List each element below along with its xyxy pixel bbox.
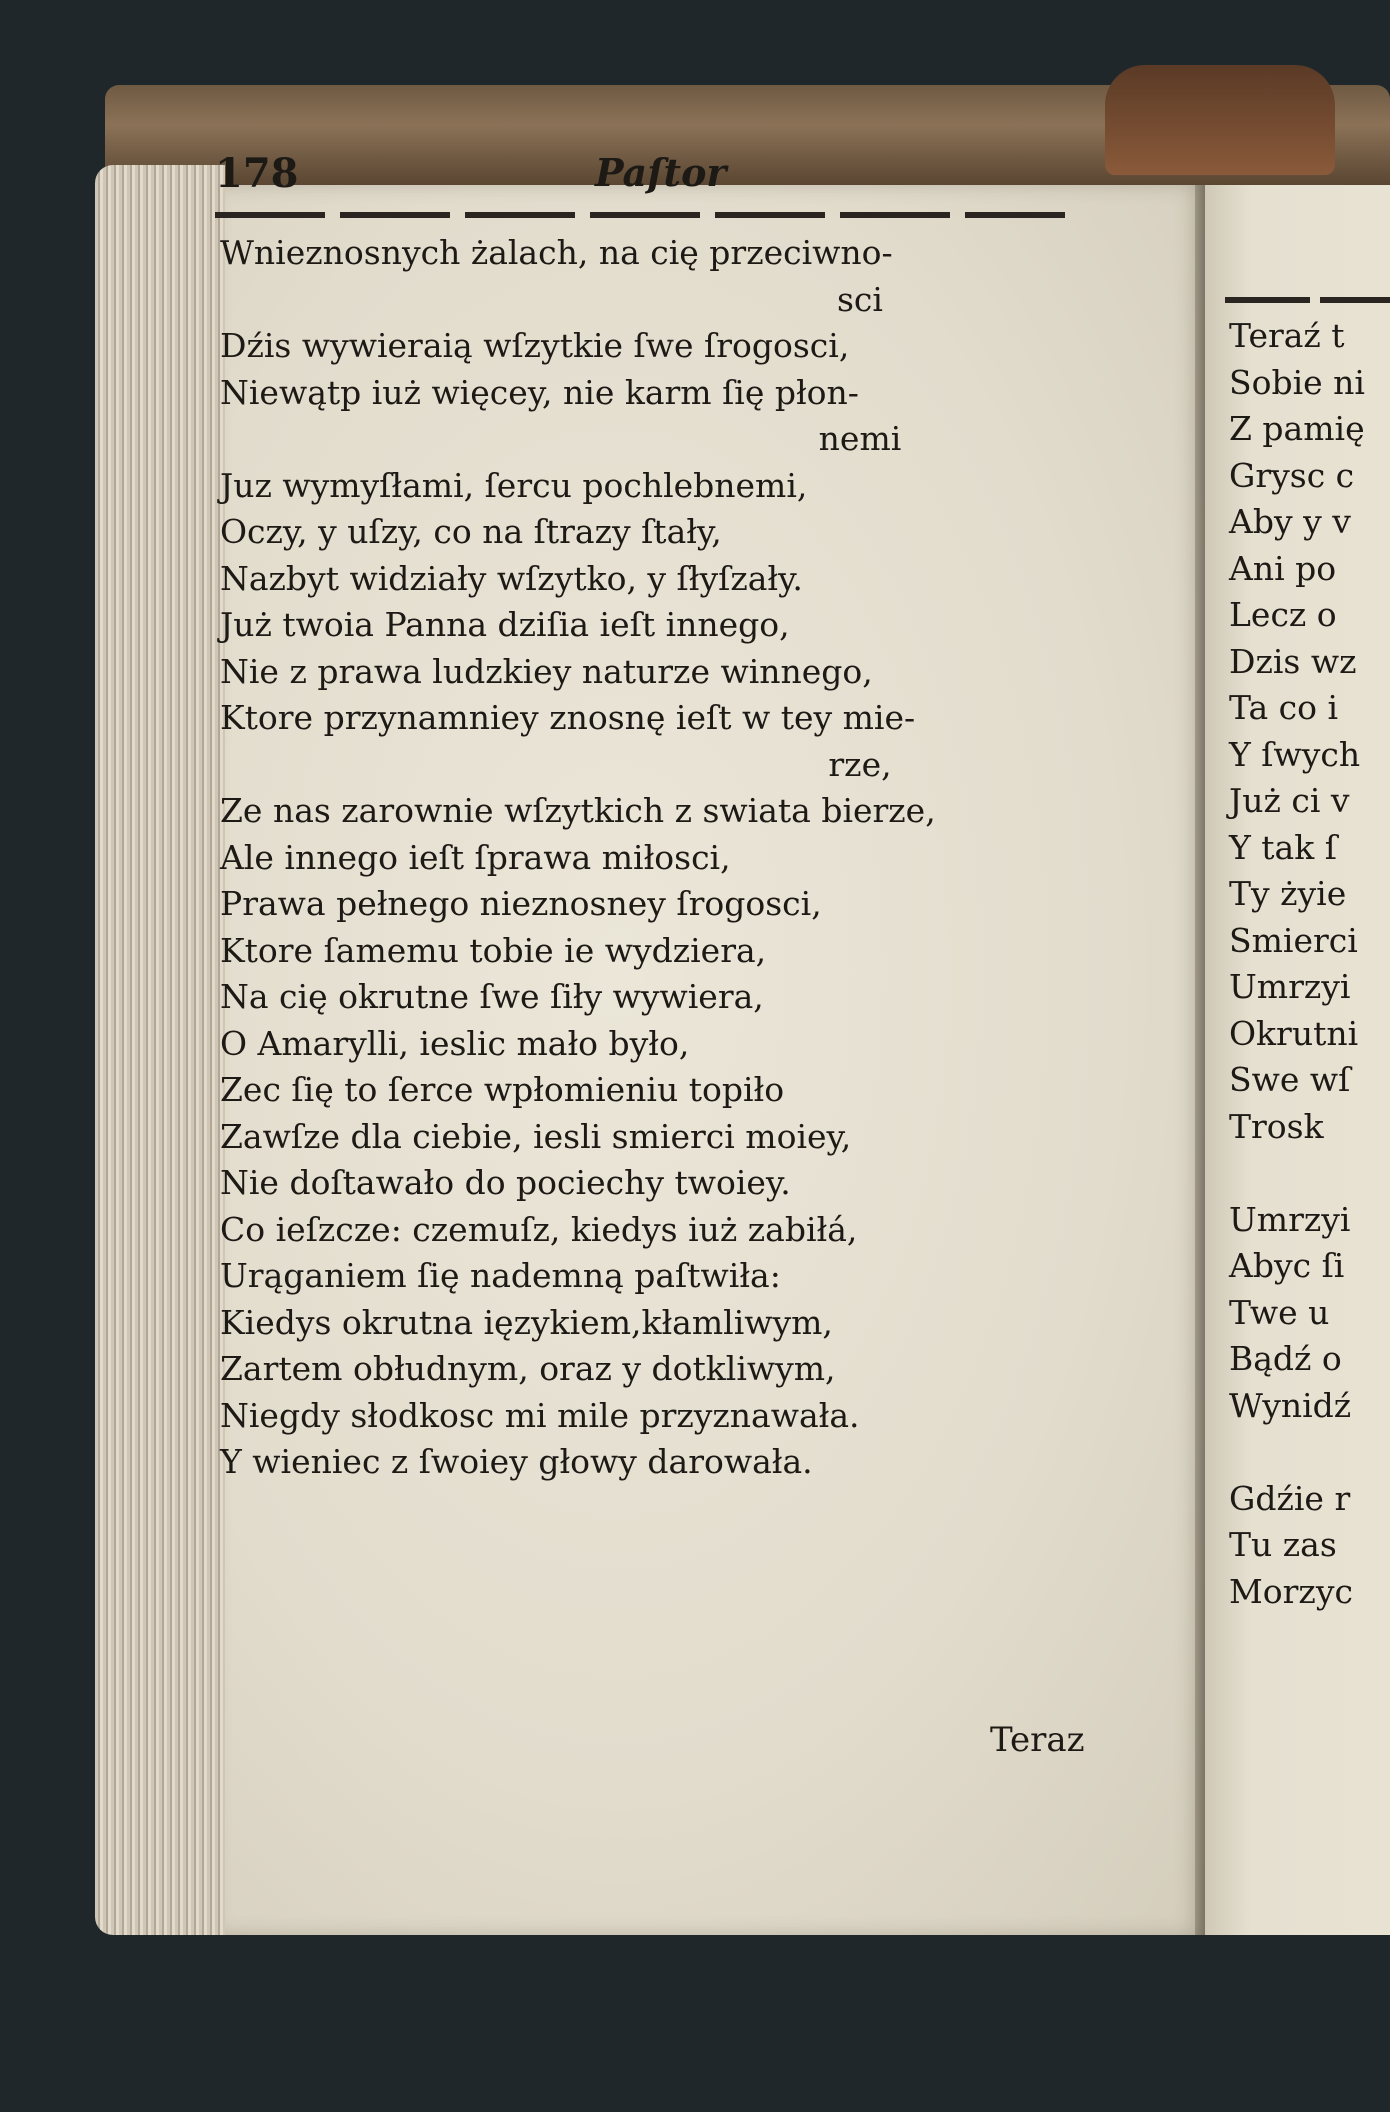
poem-line: Niegdy słodkosc mi mile przyznawała. (220, 1395, 860, 1435)
poem-line: Y wieniec z ſwoiey głowy darowała. (220, 1442, 813, 1481)
right-page-line: Grysc c (1229, 455, 1355, 495)
poem-line: Wnieznosnych żalach, na cię przeciwno- (220, 233, 893, 272)
poem-line: Już twoia Panna dziſia ieſt innego, (220, 605, 790, 644)
right-page-line: Sobie ni (1229, 362, 1365, 402)
poem-line: Juz wymyſłami, ſercu pochlebnemi, (220, 465, 808, 505)
poem-line: Nie doſtawało do pociechy twoiey. (220, 1163, 791, 1202)
right-page-line: Lecz o (1229, 595, 1337, 634)
poem-line: Na cię okrutne ſwe ſiły wywiera, (220, 977, 764, 1016)
poem-line: Urąganiem ſię nademną paſtwiła: (220, 1256, 781, 1295)
right-page-line: Ta co i (1229, 688, 1339, 727)
right-page-line: Umrzyi (1229, 1199, 1351, 1239)
right-page-line: Aby y v (1229, 502, 1351, 541)
right-page-line: Morzyc (1229, 1571, 1353, 1611)
poem-line: Ktore ſamemu tobie ie wydziera, (220, 930, 767, 970)
right-page-line: Y tak ſ (1229, 827, 1337, 867)
right-page-line (1229, 1429, 1365, 1476)
right-page-line: Dzis wz (1229, 641, 1357, 681)
poem-line: Ze nas zarownie wſzytkich z swiata bierze, (220, 791, 936, 830)
right-page-line: Bądź o (1229, 1339, 1342, 1378)
poem-line: Oczy, y uſzy, co na ſtrazy ſtały, (220, 512, 722, 551)
page-block-edges (95, 165, 225, 1935)
right-page-line: Y ſwych (1229, 734, 1361, 774)
right-header-rule (1225, 297, 1390, 303)
poem-text (220, 230, 1080, 1486)
poem-line: Ktore przynamniey znosnę ieſt w tey mie- (220, 698, 916, 737)
right-page-line (1229, 1150, 1365, 1197)
poem-line: Ale innego ieſt ſprawa miłosci, (220, 837, 731, 877)
right-page (1205, 185, 1390, 1935)
running-head: Paſtor (595, 150, 727, 195)
right-page-line: Smierci (1229, 920, 1358, 960)
binding-headband (1105, 65, 1335, 175)
catchword: Teraz (990, 1720, 1085, 1760)
poem-line: Nazbyt widziały wſzytko, y ſłyſzały. (220, 558, 803, 598)
right-page-line: Twe u (1229, 1292, 1330, 1332)
page-header (215, 150, 1075, 210)
poem-line: Niewątp iuż więcey, nie karm ſię płon- (220, 372, 859, 412)
right-page-text (1229, 313, 1365, 1615)
right-page-line: Już ci v (1229, 781, 1350, 820)
right-page-line: Swe wſ (1229, 1060, 1351, 1099)
right-page-line: Trosk (1229, 1106, 1324, 1146)
poem-line: Dźis wywieraią wſzytkie ſwe ſrogosci, (220, 326, 850, 365)
poem-line: Kiedys okrutna ięzykiem,kłamliwym, (220, 1302, 833, 1342)
right-page-line: Abyc ſi (1229, 1246, 1345, 1285)
poem-line-continuation: sci (837, 279, 883, 319)
poem-line: Prawa pełnego nieznosney ſrogosci, (220, 884, 822, 923)
right-page-line: Ani po (1229, 548, 1337, 588)
poem-line: O Amarylli, ieslic mało było, (220, 1023, 690, 1063)
poem-line: Nie z prawa ludzkiey naturze winnego, (220, 651, 873, 691)
right-page-line: Wynidź (1229, 1385, 1352, 1425)
poem-line: Zawſze dla ciebie, iesli smierci moiey, (220, 1116, 852, 1156)
poem-line: Zartem obłudnym, oraz y dotkliwym, (220, 1349, 836, 1388)
page-number: 178 (215, 150, 299, 197)
right-page-line: Ty żyie (1229, 874, 1347, 913)
right-page-line: Z pamię (1229, 409, 1365, 448)
poem-line: Co ieſzcze: czemuſz, kiedys iuż zabiłá, (220, 1209, 858, 1249)
right-page-line: Okrutni (1229, 1013, 1359, 1053)
right-page-line: Teraź t (1229, 316, 1345, 355)
poem-line-continuation: rze, (828, 744, 892, 784)
right-page-line: Gdźie r (1229, 1478, 1351, 1518)
right-page-line: Umrzyi (1229, 967, 1351, 1006)
right-page-line: Tu zas (1229, 1525, 1337, 1564)
header-rule (215, 212, 1065, 218)
poem-line-continuation: nemi (818, 419, 902, 458)
poem-line: Zec ſię to ſerce wpłomieniu topiło (220, 1070, 785, 1109)
